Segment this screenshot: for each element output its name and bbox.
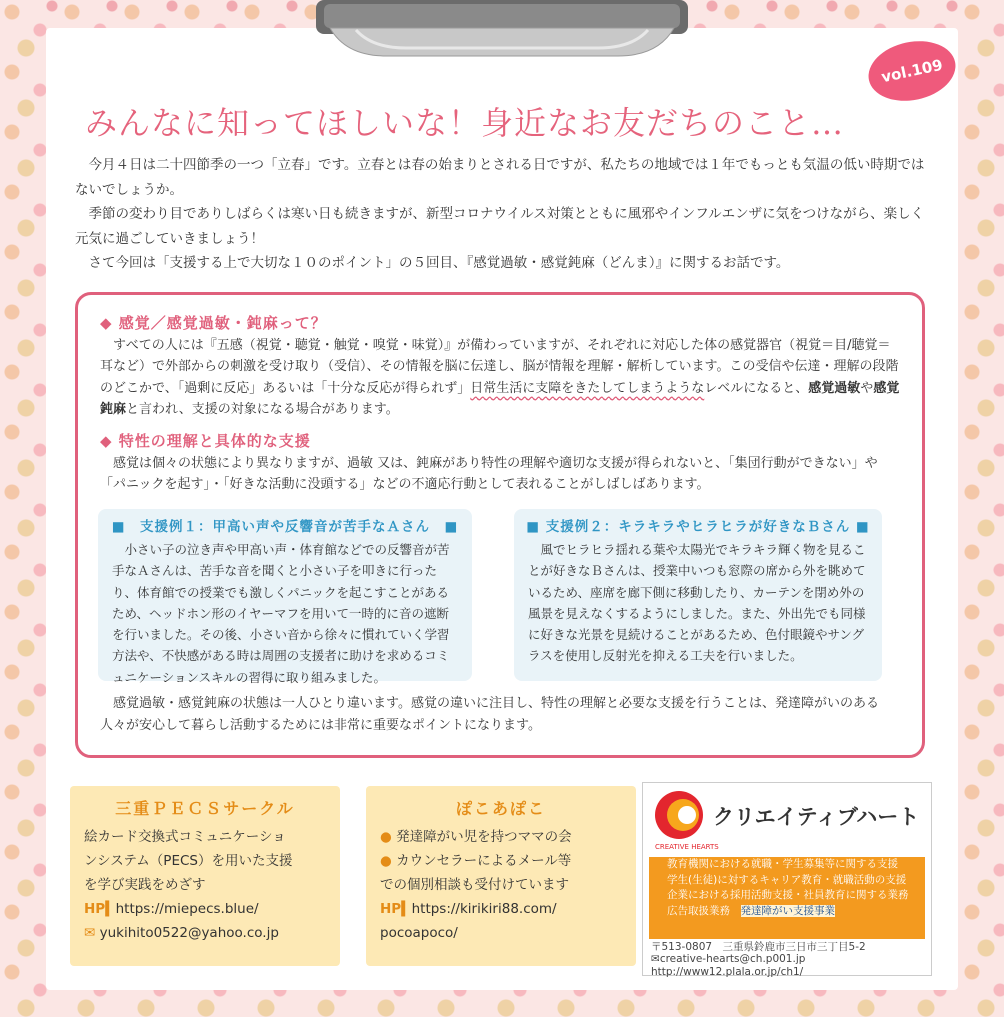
case-a xyxy=(98,509,472,685)
services-list: 教育機関における就職・学生募集等に関する支援 学生(生徒)に対するキャリア教育・就職活動の支援 企業における採用活動支援・社員教育に関する業務 広告取扱業務 発達障がい支援事業 xyxy=(649,857,925,939)
section-heading: ◆ 特性の理解と具体的な支援 xyxy=(100,432,311,450)
closing-text: 感覚過敏・感覚鈍麻の状態は一人ひとり違います。感覚の違いに注目し、特性の理解と必要な支援を行うことは、発達障がいのある人々が安心して暮らし活動するためには非常に重要なポイントになります。 xyxy=(100,696,879,733)
creative-web-link[interactable]: http://www12.plala.or.jp/ch1/ xyxy=(651,965,804,978)
poco-url-link-cont[interactable]: pocoapoco/ xyxy=(380,925,458,941)
section-heading: ◆ 感覚／感覚過敏・鈍麻って？ xyxy=(100,314,327,332)
address-block: 〒513-0807 三重県鈴鹿市三日市三丁目5-2 ✉creative-hearts@ch.p001.jp http://www12.plala.or.jp/ch1/ xyxy=(651,941,866,978)
intro-text xyxy=(75,153,935,276)
creative-hearts-ad xyxy=(642,782,932,976)
poco-url-link[interactable]: https://kirikiri88.com/ xyxy=(411,901,557,917)
hp-label: HP xyxy=(84,901,106,917)
section-text: すべての人には『五感（視覚・聴覚・触覚・嗅覚・味覚）』が備わっていますが、それぞれに対応した体の感覚器官（視覚＝目/聴覚＝耳など）で外部からの刺激を受け取り（受信）、その情報を脳に伝達し、脳が情報を理解・解析しています。この受信や伝達・理解の段階のどこかで、「過剰に反応」あるいは「十分な反応が得られず」日常生活に支障をきたしてしまうようなレベルになると、感覚過敏や感覚鈍麻と言われ、支援の対象になる場合があります。 xyxy=(100,337,900,417)
pecs-circle-panel: 三重ＰＥＣＳサークル 絵カード交換式コミュニケーショ ンシステム（PECS）を用いた支援 を学び実践をめざす HP▍https://miepecs.blue/ ✉ yukihito0522@yahoo.co.jp xyxy=(70,786,340,966)
underlined-text: 日常生活に支障をきたしてしまうような xyxy=(470,380,705,396)
intro-paragraph: 季節の変わり目でありしばらくは寒い日も続きますが、新型コロナウイルス対策とともに風邪やインフルエンザに気をつけながら、楽しく元気に過ごしていきましょう！ xyxy=(75,206,925,247)
poco-panel: ぽこあぽこ ● 発達障がい児を持つママの会 ● カウンセラーによるメール等 での個別相談も受付けています HP▍https://kirikiri88.com/ pocoapoco/ xyxy=(366,786,636,966)
case-text: 風でヒラヒラ揺れる葉や太陽光でキラキラ輝く物を見ることが好きなＢさんは、授業中いつも窓際の席から外を眺めているため、座席を廊下側に移動したり、カーテンを閉め外の風景を見えなくするようにしました。また、外出先でも同様に好きな光景を見続けることがあるため、色付眼鏡やサングラスを使用し反射光を抑える工夫を行いました。 xyxy=(528,542,866,664)
poco-title: ぽこあぽこ xyxy=(455,799,546,818)
hp-label: HP xyxy=(380,901,402,917)
creative-hearts-name: クリエイティブハート xyxy=(713,805,920,829)
intro-paragraph: 今月４日は二十四節季の一つ「立春」です。立春とは春の始まりとされる日ですが、私たちの地域では１年でもっとも気温の低い時期ではないでしょうか。 xyxy=(75,157,925,198)
case-b xyxy=(514,509,882,681)
page-title: みんなに知ってほしいな！身近なお友だちのこと… xyxy=(85,104,845,142)
creative-hearts-sub: CREATIVE HEARTS xyxy=(655,843,719,851)
section-support xyxy=(100,431,900,496)
pecs-title: 三重ＰＥＣＳサークル xyxy=(115,799,295,818)
mail-icon: ✉ xyxy=(84,925,96,941)
vol-badge: vol.109 xyxy=(863,33,961,108)
clipboard-clip xyxy=(316,0,688,62)
case-title: ■ 支援例２：キラキラやヒラヒラが好きなＢさん ■ xyxy=(526,519,870,535)
case-text: 小さい子の泣き声や甲高い声・体育館などでの反響音が苦手なＡさんは、苦手な音を聞くと小さい子を叩きに行ったり、体育館での授業でも激しくパニックを起こすことがあるため、ヘッドホン形のイヤーマフを用いて一時的に音の遮断を行いました。その後、小さい音から徐々に慣れていく学習方法や、不快感がある時は周囲の支援者に助けを求めるコミュニケーションスキルの習得に取り組みました。 xyxy=(112,542,450,685)
mail-icon: ✉ xyxy=(651,953,660,966)
creative-hearts-logo-icon xyxy=(653,789,705,841)
pecs-email-link[interactable]: yukihito0522@yahoo.co.jp xyxy=(99,925,279,941)
feature-box xyxy=(75,292,925,758)
creative-email-link[interactable]: creative-hearts@ch.p001.jp xyxy=(659,953,806,966)
intro-paragraph: さて今回は「支援する上で大切な１０のポイント」の５回目、『感覚過敏・感覚鈍麻（どんま）』に関するお話です。 xyxy=(88,255,790,271)
section-text: 感覚は個々の状態により異なりますが、過敏 又は、鈍麻があり特性の理解や適切な支援が得られないと、「集団行動ができない」や「パニックを起す」・「好きな活動に没頭する」などの不適応行動として表れることがしばしばあります。 xyxy=(100,455,878,492)
section-sense xyxy=(100,313,900,421)
pecs-url-link[interactable]: https://miepecs.blue/ xyxy=(115,901,259,917)
case-title: ■ 支援例１：甲高い声や反響音が苦手なＡさん ■ xyxy=(111,519,459,535)
